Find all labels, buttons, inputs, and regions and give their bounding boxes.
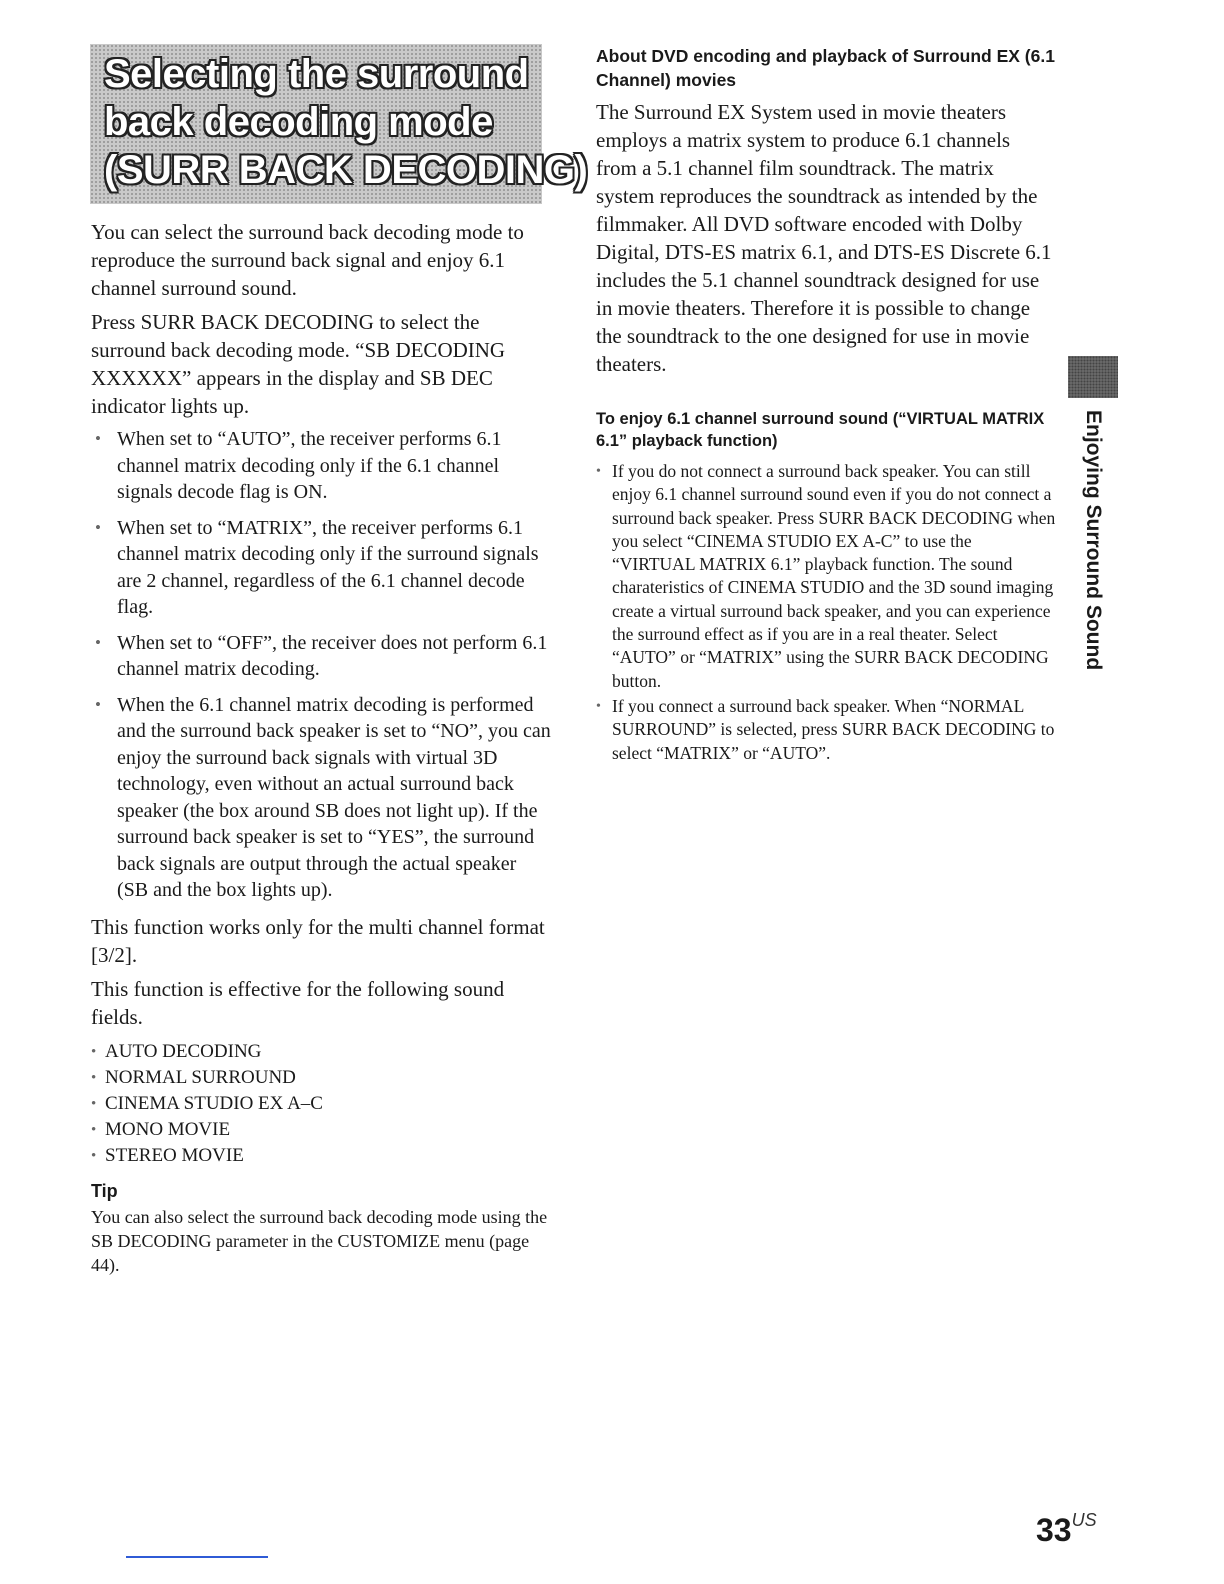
list-item: • AUTO DECODING xyxy=(91,1039,551,1065)
mode-bullet-list xyxy=(91,426,551,904)
side-tab-marker xyxy=(1068,356,1118,398)
tip-heading: Tip xyxy=(91,1180,118,1201)
side-tab-label: Enjoying Surround Sound xyxy=(1082,410,1105,671)
tip-text: You can also select the surround back decoding mode using the SB DECODING parameter in the CUSTOMIZE menu (page 44). xyxy=(91,1206,548,1275)
dvd-encoding-paragraph: The Surround EX System used in movie theaters employs a matrix system to produce 6.1 channels from a 5.1 channel film soundtrack. The matrix system reproduces the soundtrack as intended by the filmmaker. All DVD software encoded with Dolby Digital, DTS-ES matrix 6.1, and DTS-ES Discrete 6.1 includes the 5.1 channel soundtrack designed for use in movie theaters. Therefore it is possible to change the soundtrack to the one designed for use in movie theaters. xyxy=(596,100,1052,376)
list-item: • When set to “AUTO”, the receiver performs 6.1 channel matrix decoding only if the 6.1 channel signals decode flag is ON. xyxy=(91,426,551,506)
press-paragraph: Press SURR BACK DECODING to select the surround back decoding mode. “SB DECODING XXXXXX” appears in the display and SB DEC indicator lights up. xyxy=(91,310,506,418)
page-number xyxy=(1036,1512,1097,1549)
sound-field-list xyxy=(91,1039,551,1169)
section-title-line-2: back decoding mode xyxy=(104,100,493,144)
list-item: • When set to “MATRIX”, the receiver performs 6.1 channel matrix decoding only if the surround signals are 2 channel, regardless of the 6.1 channel decode flag. xyxy=(91,515,551,621)
list-item: • When set to “OFF”, the receiver does not perform 6.1 channel matrix decoding. xyxy=(91,630,551,683)
effective-paragraph: This function is effective for the following sound fields. xyxy=(91,976,505,1029)
virtual-matrix-heading: To enjoy 6.1 channel surround sound (“VIRTUAL MATRIX 6.1” playback function) xyxy=(596,410,1045,450)
bottom-rule xyxy=(126,1556,268,1558)
page-number-suffix: US xyxy=(1071,1510,1097,1530)
dvd-encoding-heading: About DVD encoding and playback of Surround EX (6.1 Channel) movies xyxy=(596,46,1055,90)
section-title-line-3: (SURR BACK DECODING) xyxy=(104,148,588,192)
list-item: • If you connect a surround back speaker. When “NORMAL SURROUND” is selected, press SURR BACK DECODING to select “MATRIX” or “AUTO”. xyxy=(596,695,1056,765)
left-column xyxy=(91,218,551,1277)
right-column xyxy=(596,44,1056,767)
list-item: • If you do not connect a surround back speaker. You can still enjoy 6.1 channel surround sound even if you do not connect a surround back speaker. Press SURR BACK DECODING when you select “CINEMA STUDIO EX A-C” to use the “VIRTUAL MATRIX 6.1” playback function. The sound charateristics of CINEMA STUDIO and the 3D sound imaging create a virtual surround back speaker, and you can experience the surround effect as if you are in a real theater. Select “AUTO” or “MATRIX” using the SURR BACK DECODING button. xyxy=(596,460,1056,693)
section-title-line-1: Selecting the surround xyxy=(104,52,529,96)
page-number-value: 33 xyxy=(1036,1512,1072,1548)
section-title-box xyxy=(90,44,588,204)
works-only-paragraph: This function works only for the multi channel format [3/2]. xyxy=(91,914,545,967)
list-item: • MONO MOVIE xyxy=(91,1117,551,1143)
list-item: • NORMAL SURROUND xyxy=(91,1065,551,1091)
list-item: • When the 6.1 channel matrix decoding is performed and the surround back speaker is set to “NO”, you can enjoy the surround back signals with virtual 3D technology, even without an actual surround back speaker (the box around SB does not light up). If the surround back speaker is set to “YES”, the surround back signals are output through the actual speaker (SB and the box lights up). xyxy=(91,692,551,904)
virtual-matrix-list xyxy=(596,460,1056,765)
side-tab xyxy=(1070,410,1114,720)
list-item: • CINEMA STUDIO EX A–C xyxy=(91,1091,551,1117)
list-item: • STEREO MOVIE xyxy=(91,1143,551,1169)
intro-paragraph: You can select the surround back decoding mode to reproduce the surround back signal and enjoy 6.1 channel surround sound. xyxy=(91,220,524,300)
